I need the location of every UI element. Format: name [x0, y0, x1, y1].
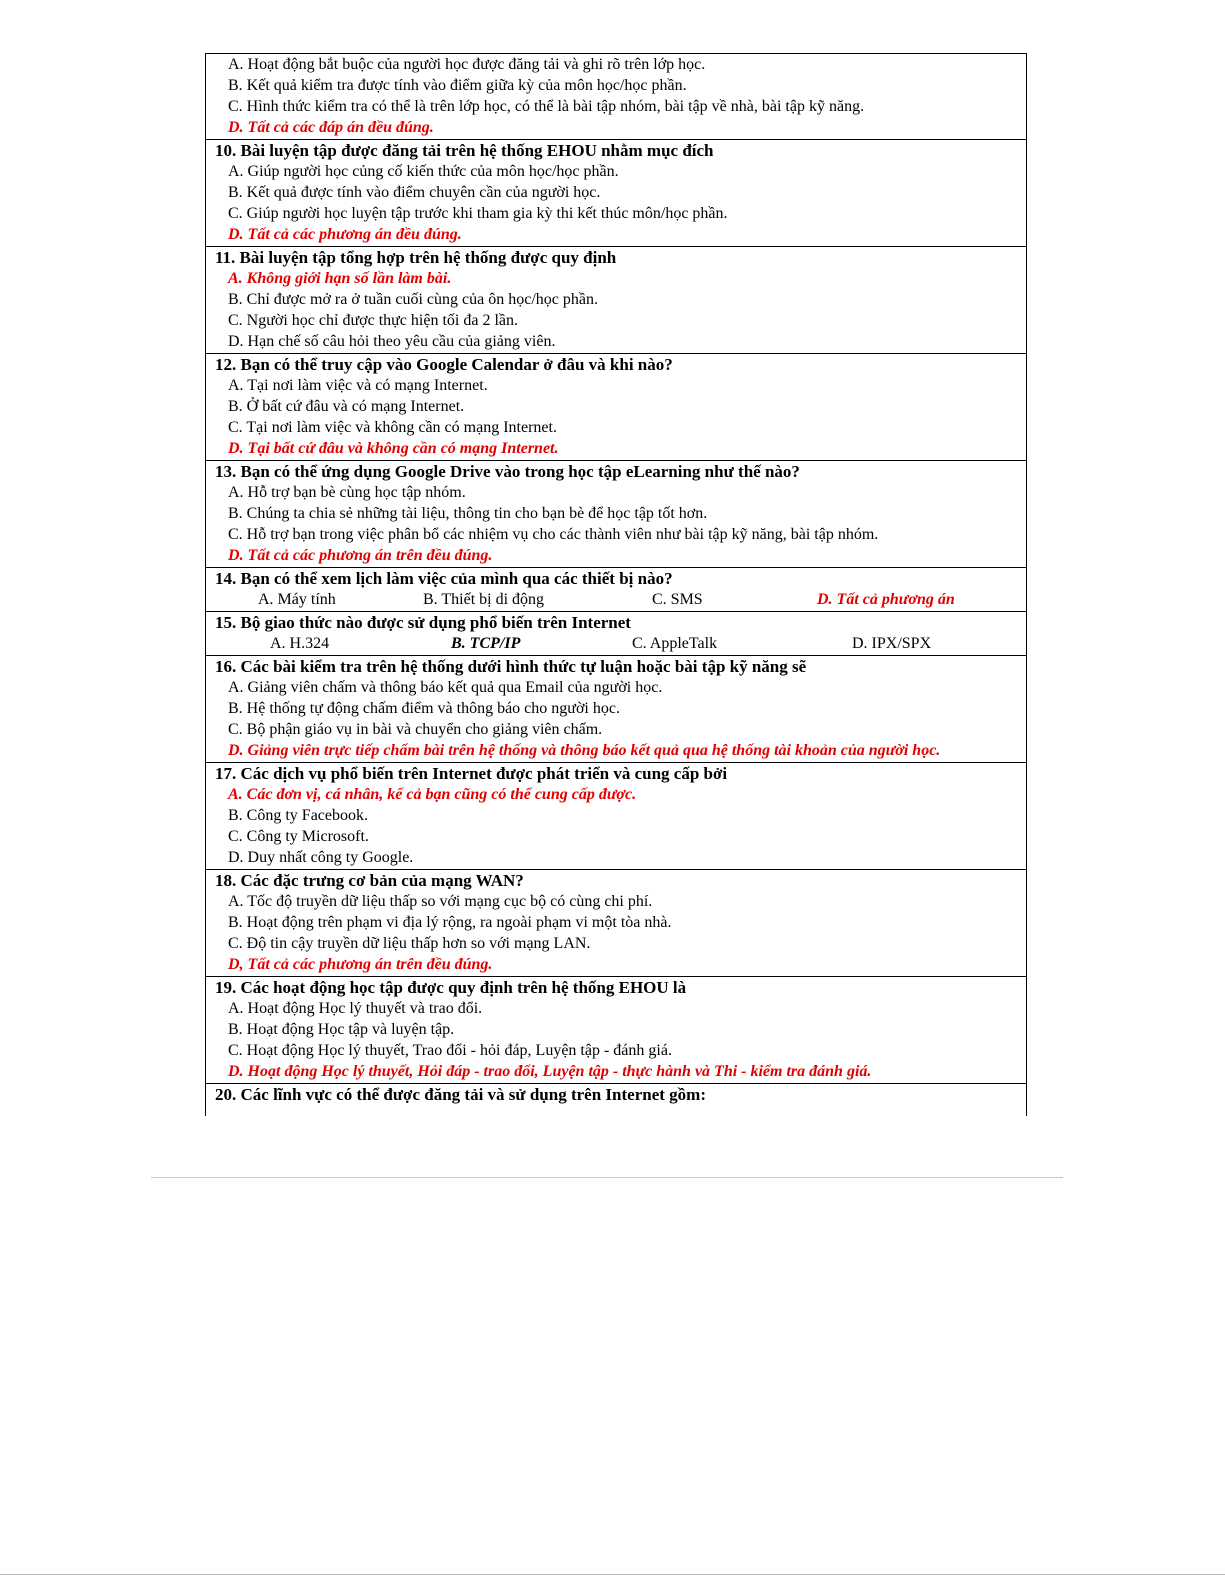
question-text: 18. Các đặc trưng cơ bản của mạng WAN?: [215, 871, 524, 890]
quiz-table: [205, 53, 1027, 1116]
option-c: C. Công ty Microsoft.: [228, 828, 369, 845]
question-text: 11. Bài luyện tập tổng hợp trên hệ thống được quy định: [215, 248, 617, 267]
option-b: B. Hoạt động Học tập và luyện tập.: [228, 1021, 455, 1038]
option-c: C. Tại nơi làm việc và không cần có mạng Internet.: [228, 419, 557, 436]
question-17-block: [206, 763, 1026, 870]
option-c: C. Độ tin cậy truyền dữ liệu thấp hơn so với mạng LAN.: [228, 935, 591, 952]
option-b: B. Hệ thống tự động chấm điểm và thông báo cho người học.: [228, 700, 620, 717]
option-a: A. H.324: [270, 635, 330, 652]
option-c: C. Hình thức kiểm tra có thể là trên lớp học, có thể là bài tập nhóm, bài tập về nhà, bài tập kỹ năng.: [228, 98, 865, 115]
option-c: C. Hoạt động Học lý thuyết, Trao đổi - hỏi đáp, Luyện tập - đánh giá.: [228, 1042, 672, 1059]
question-10-block: [206, 140, 1026, 247]
option-c: C. SMS: [652, 591, 703, 608]
question-text: 19. Các hoạt động học tập được quy định trên hệ thống EHOU là: [215, 978, 687, 997]
options-row: [206, 589, 1026, 610]
correct-answer: D. Tất cả các phương án trên đều đúng.: [228, 547, 493, 564]
correct-answer: D. Tất cả các đáp án đều đúng.: [228, 119, 434, 136]
option-c: C. Bộ phận giáo vụ in bài và chuyển cho giảng viên chấm.: [228, 721, 603, 738]
question-text: 14. Bạn có thể xem lịch làm việc của mình qua các thiết bị nào?: [215, 569, 673, 588]
option-b: B. Chỉ được mở ra ở tuần cuối cùng của ôn học/học phần.: [228, 291, 598, 308]
bottom-divider: [0, 1574, 1225, 1575]
options-row: [206, 633, 1026, 654]
option-a: A. Hỗ trợ bạn bè cùng học tập nhóm.: [228, 484, 466, 501]
option-b: B. Công ty Facebook.: [228, 807, 368, 824]
option-b: B. Chúng ta chia sẻ những tài liệu, thông tin cho bạn bè để học tập tốt hơn.: [228, 505, 708, 522]
option-a: A. Giúp người học củng cố kiến thức của môn học/học phần.: [228, 163, 619, 180]
option-a: A. Hoạt động Học lý thuyết và trao đổi.: [228, 1000, 483, 1017]
option-d: D. IPX/SPX: [852, 635, 932, 652]
question-13-block: [206, 461, 1026, 568]
option-c: C. Hỗ trợ bạn trong việc phân bổ các nhiệm vụ cho các thành viên như bài tập kỹ năng, bài tập nhóm.: [228, 526, 879, 543]
option-b: B. Kết quả được tính vào điểm chuyên cần của người học.: [228, 184, 601, 201]
option-d: D. Duy nhất công ty Google.: [228, 849, 414, 866]
question-text: 16. Các bài kiểm tra trên hệ thống dưới hình thức tự luận hoặc bài tập kỹ năng sẽ: [215, 657, 807, 676]
question-text: 12. Bạn có thể truy cập vào Google Calendar ở đâu và khi nào?: [215, 355, 673, 374]
question-text: 10. Bài luyện tập được đăng tải trên hệ thống EHOU nhằm mục đích: [215, 141, 714, 160]
question-14-block: [206, 568, 1026, 612]
correct-answer: D. Tất cả các phương án đều đúng.: [228, 226, 462, 243]
question-text: 13. Bạn có thể ứng dụng Google Drive vào trong học tập eLearning như thế nào?: [215, 462, 800, 481]
question-18-block: [206, 870, 1026, 977]
option-a: A. Tốc độ truyền dữ liệu thấp so với mạng cục bộ có cùng chi phí.: [228, 893, 653, 910]
option-c: C. Giúp người học luyện tập trước khi tham gia kỳ thi kết thúc môn/học phần.: [228, 205, 728, 222]
option-c: C. AppleTalk: [632, 635, 718, 652]
option-a: A. Máy tính: [258, 591, 336, 608]
question-9-block: [206, 54, 1026, 140]
correct-answer: A. Không giới hạn số lần làm bài.: [228, 270, 452, 287]
question-20-block: [206, 1084, 1026, 1106]
option-a: A. Hoạt động bắt buộc của người học được đăng tải và ghi rõ trên lớp học.: [228, 56, 706, 73]
question-text: 15. Bộ giao thức nào được sử dụng phổ biến trên Internet: [215, 613, 631, 632]
question-text: 20. Các lĩnh vực có thể được đăng tải và sử dụng trên Internet gồm:: [215, 1085, 706, 1104]
correct-answer: A. Các đơn vị, cá nhân, kể cả bạn cũng có thể cung cấp được.: [228, 786, 637, 803]
option-b: B. Thiết bị di động: [423, 591, 545, 608]
correct-answer: D. Tại bất cứ đâu và không cần có mạng Internet.: [228, 440, 559, 457]
correct-answer: B. TCP/IP: [451, 635, 521, 652]
correct-answer: D, Tất cả các phương án trên đều đúng.: [228, 956, 493, 973]
question-12-block: [206, 354, 1026, 461]
option-a: A. Giảng viên chấm và thông báo kết quả qua Email của người học.: [228, 679, 663, 696]
question-11-block: [206, 247, 1026, 354]
question-15-block: [206, 612, 1026, 656]
option-b: B. Ở bất cứ đâu và có mạng Internet.: [228, 398, 465, 415]
option-c: C. Người học chỉ được thực hiện tối đa 2 lần.: [228, 312, 518, 329]
option-d: D. Hạn chế số câu hỏi theo yêu cầu của giảng viên.: [228, 333, 556, 350]
option-b: B. Kết quả kiểm tra được tính vào điểm giữa kỳ của môn học/học phần.: [228, 77, 687, 94]
correct-answer: D. Giảng viên trực tiếp chấm bài trên hệ thống và thông báo kết quả qua hệ thống tài khoản của người học.: [228, 742, 941, 759]
correct-answer: D. Tất cả phương án: [817, 591, 955, 608]
option-a: A. Tại nơi làm việc và có mạng Internet.: [228, 377, 488, 394]
question-16-block: [206, 656, 1026, 763]
question-text: 17. Các dịch vụ phổ biến trên Internet được phát triển và cung cấp bởi: [215, 764, 728, 783]
correct-answer: D. Hoạt động Học lý thuyết, Hỏi đáp - trao đổi, Luyện tập - thực hành và Thi - kiểm tra đánh giá.: [228, 1063, 872, 1080]
question-19-block: [206, 977, 1026, 1084]
option-b: B. Hoạt động trên phạm vi địa lý rộng, ra ngoài phạm vi một tòa nhà.: [228, 914, 672, 931]
page-separator: [151, 1177, 1063, 1178]
